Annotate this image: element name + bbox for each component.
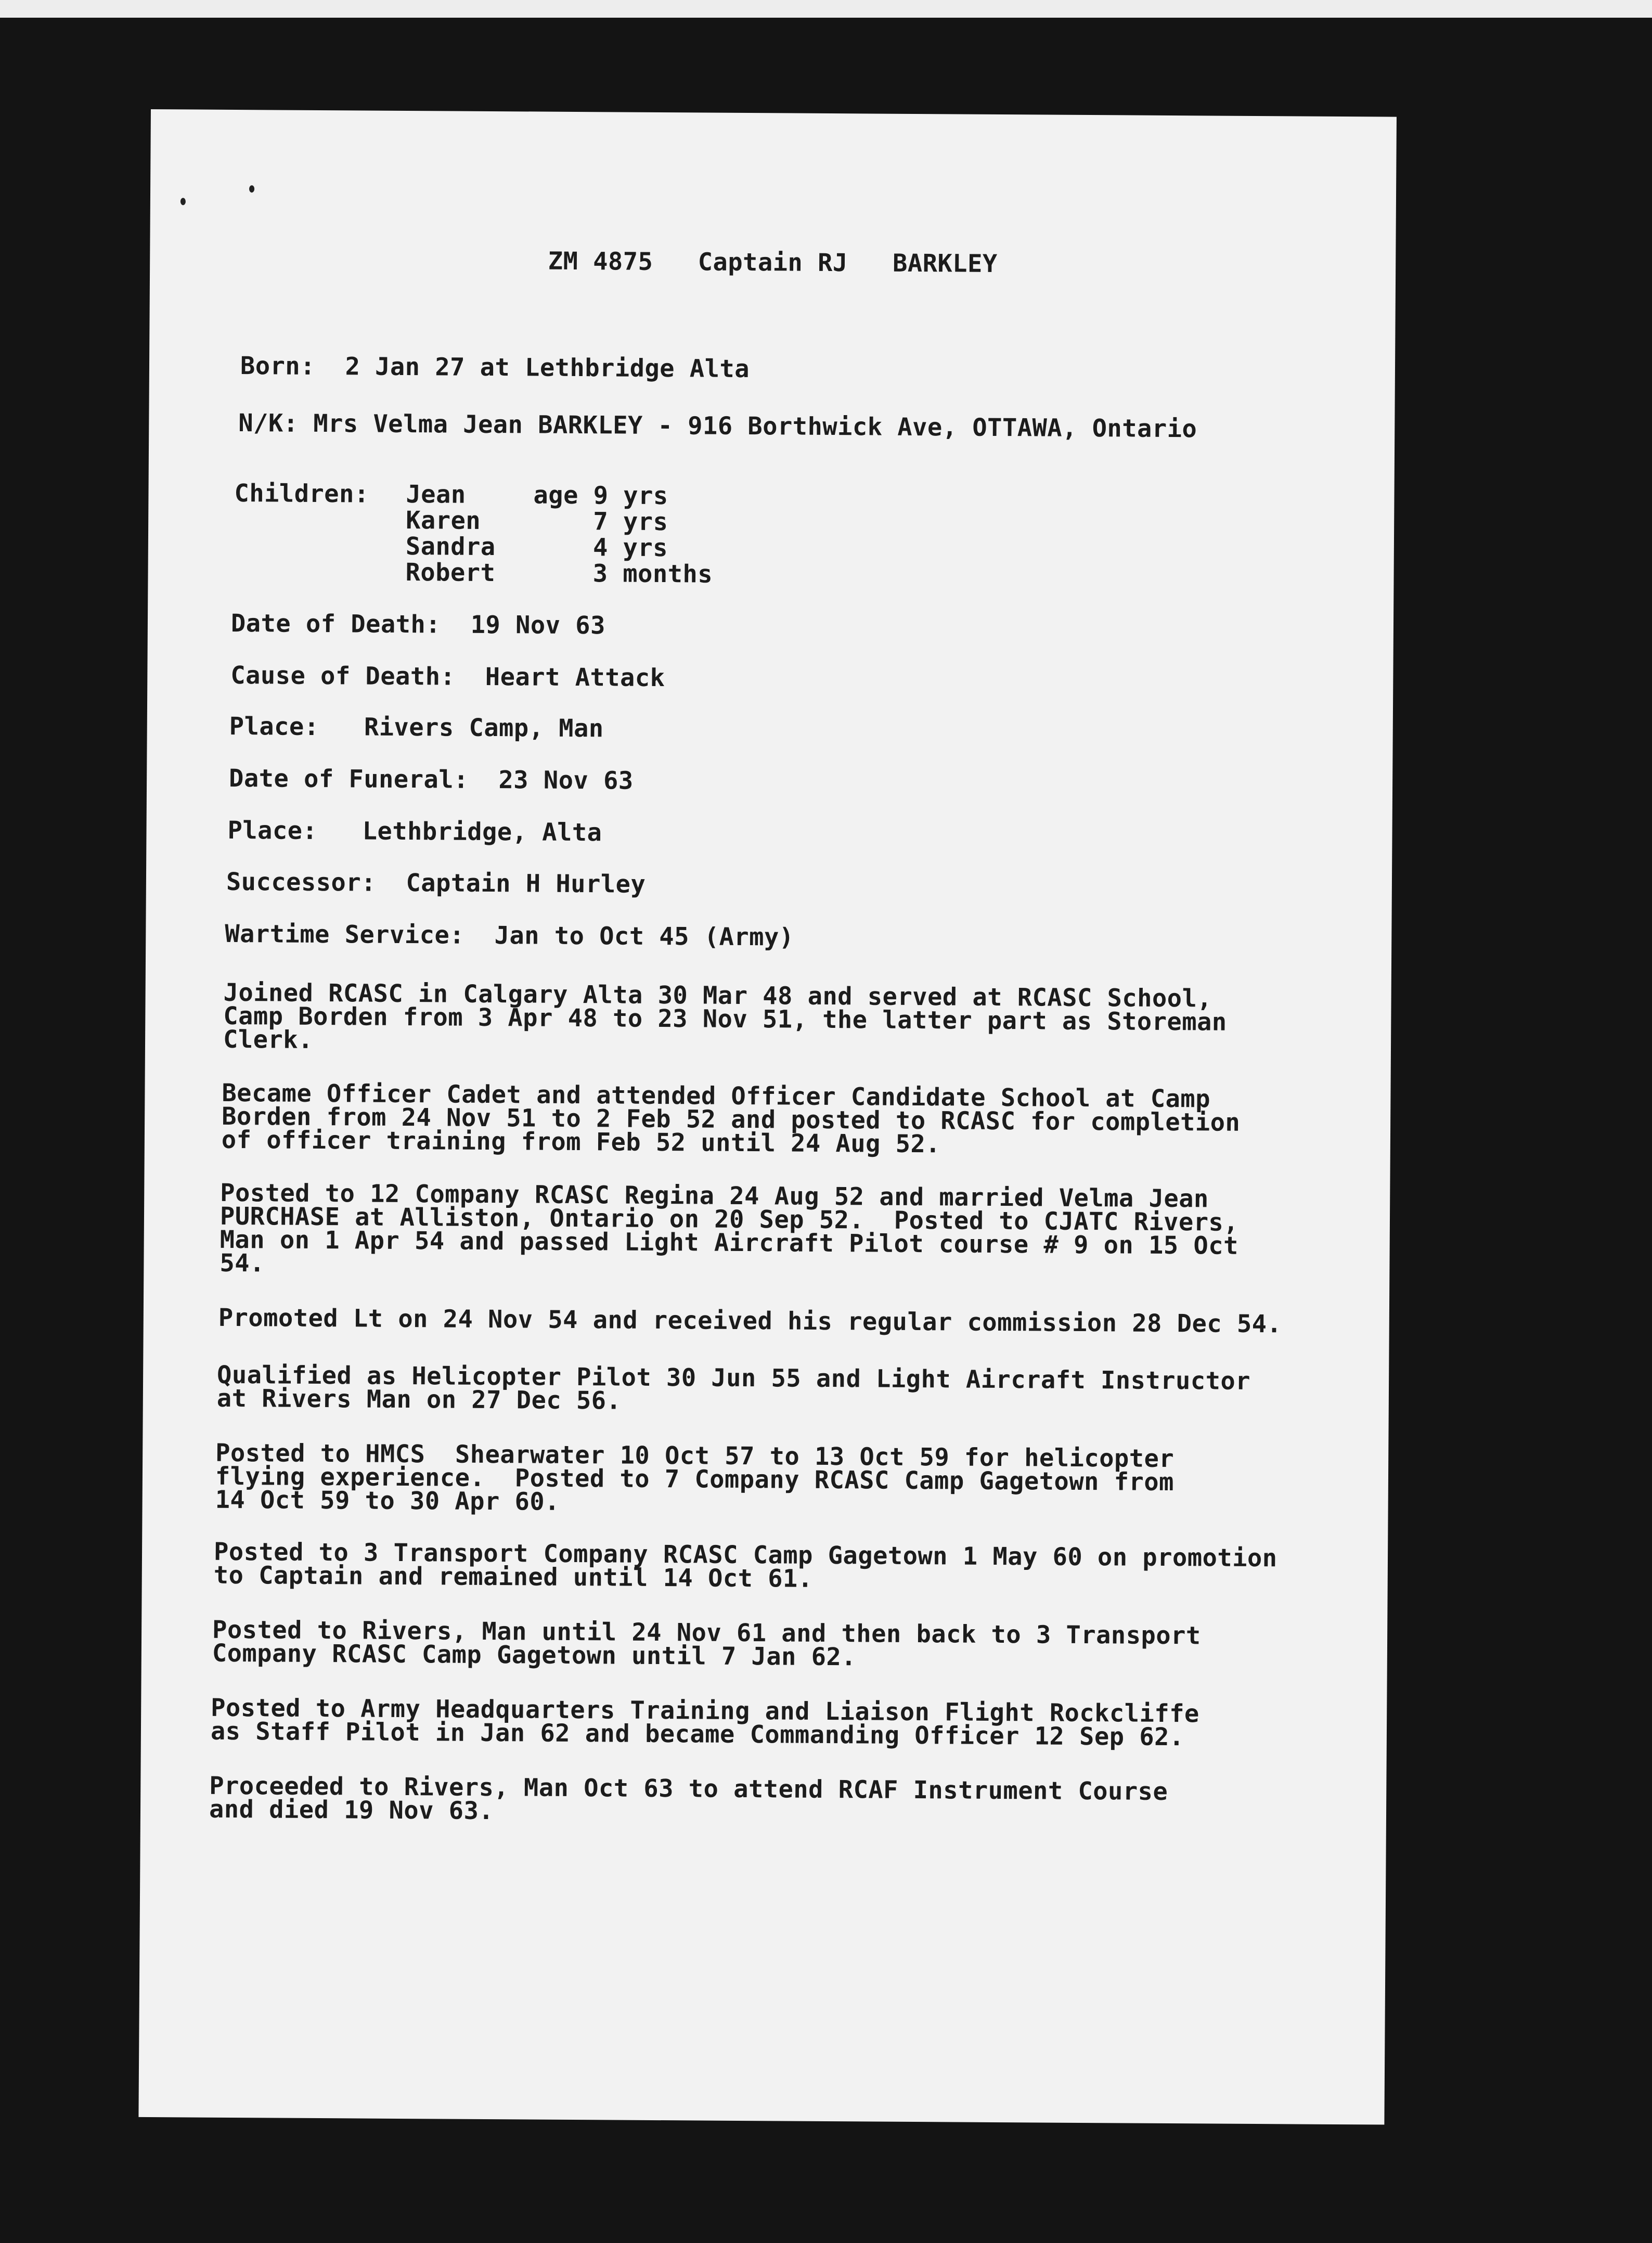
child-age: 4 yrs bbox=[533, 533, 668, 563]
child-name: Sandra bbox=[405, 532, 496, 562]
place-of-funeral-value: Lethbridge, Alta bbox=[362, 817, 602, 847]
career-paragraph: Posted to 12 Company RCASC Regina 24 Aug 52 and married Velma Jean PURCHASE at Alliston, Ontario on 20 Sep 52. Posted to CJATC Rivers, Man on 1 Apr 54 and passed Light Aircraft Pilot course # 9 on 15 Oct 54. bbox=[220, 1178, 1239, 1278]
successor-label: Successor: bbox=[226, 867, 377, 897]
service-record bbox=[151, 109, 1397, 1826]
career-paragraph: Posted to HMCS Shearwater 10 Oct 57 to 13 Oct 59 for helicopter flying experience. Posted to 7 Company RCASC Camp Gagetown from 14 Oct 59 to 30 Apr 60. bbox=[215, 1438, 1175, 1516]
cause-of-death-label: Cause of Death: bbox=[230, 661, 456, 691]
children-label: Children: bbox=[234, 479, 369, 509]
place-of-funeral-line bbox=[227, 816, 602, 847]
wartime-service-label: Wartime Service: bbox=[225, 919, 465, 950]
date-of-death-label: Date of Death: bbox=[230, 609, 441, 639]
child-name: Jean bbox=[406, 480, 466, 509]
date-of-funeral-line bbox=[228, 764, 634, 795]
children-list bbox=[405, 480, 713, 589]
cause-of-death-line bbox=[230, 661, 665, 693]
career-paragraph: Joined RCASC in Calgary Alta 30 Mar 48 and served at RCASC School, Camp Borden from 3 Apr 48 to 23 Nov 51, the latter part as Storeman Clerk. bbox=[223, 978, 1227, 1054]
place-of-death-label: Place: bbox=[229, 712, 319, 741]
career-paragraph: Qualified as Helicopter Pilot 30 Jun 55 and Light Aircraft Instructor at Rivers Man on 27 Dec 56. bbox=[216, 1360, 1251, 1415]
place-of-death-value: Rivers Camp, Man bbox=[364, 713, 604, 743]
child-age: 3 months bbox=[533, 559, 713, 589]
document-page bbox=[138, 109, 1397, 2125]
career-paragraph: Proceeded to Rivers, Man Oct 63 to attend RCAF Instrument Course and died 19 Nov 63. bbox=[209, 1771, 1168, 1826]
cause-of-death-value: Heart Attack bbox=[485, 662, 665, 693]
born-label: Born: bbox=[240, 352, 316, 381]
child-age: 7 yrs bbox=[533, 507, 668, 537]
next-of-kin-value: Mrs Velma Jean BARKLEY - 916 Borthwick Ave, OTTAWA, Ontario bbox=[313, 409, 1197, 444]
born-value: 2 Jan 27 at Lethbridge Alta bbox=[345, 352, 750, 384]
place-of-death-line bbox=[229, 712, 604, 743]
record-title: ZM 4875 Captain RJ BARKLEY bbox=[548, 247, 998, 278]
career-paragraph: Posted to Rivers, Man until 24 Nov 61 and then back to 3 Transport Company RCASC Camp Gagetown until 7 Jan 62. bbox=[212, 1615, 1201, 1672]
wartime-service-value: Jan to Oct 45 (Army) bbox=[494, 921, 794, 952]
career-paragraph: Became Officer Cadet and attended Officer Candidate School at Camp Borden from 24 Nov 51 to 2 Feb 52 and posted to RCASC for completion of officer training from Feb 52 until 24 Aug 52. bbox=[221, 1078, 1241, 1159]
born-line bbox=[240, 352, 750, 384]
scan-top-border bbox=[0, 0, 1652, 18]
next-of-kin-line bbox=[238, 409, 1197, 444]
successor-line bbox=[226, 867, 646, 899]
date-of-funeral-label: Date of Funeral: bbox=[228, 764, 469, 794]
place-of-funeral-label: Place: bbox=[227, 816, 318, 845]
child-name: Robert bbox=[405, 558, 496, 588]
child-age: age 9 yrs bbox=[533, 481, 668, 511]
date-of-death-value: 19 Nov 63 bbox=[470, 610, 606, 640]
career-paragraph: Promoted Lt on 24 Nov 54 and received his regular commission 28 Dec 54. bbox=[218, 1303, 1282, 1339]
ink-speck bbox=[180, 198, 186, 205]
wartime-service-line bbox=[225, 919, 794, 952]
career-paragraph: Posted to Army Headquarters Training and Liaison Flight Rockcliffe as Staff Pilot in Jan 62 and became Commanding Officer 12 Sep 62. bbox=[210, 1693, 1199, 1752]
date-of-funeral-value: 23 Nov 63 bbox=[498, 766, 634, 795]
ink-speck bbox=[249, 185, 254, 192]
next-of-kin-label: N/K: bbox=[238, 409, 299, 438]
child-row bbox=[405, 558, 713, 589]
date-of-death-line bbox=[230, 609, 606, 640]
child-name: Karen bbox=[406, 506, 481, 535]
career-paragraph: Posted to 3 Transport Company RCASC Camp Gagetown 1 May 60 on promotion to Captain and remained until 14 Oct 61. bbox=[213, 1537, 1277, 1593]
successor-value: Captain H Hurley bbox=[406, 869, 646, 899]
